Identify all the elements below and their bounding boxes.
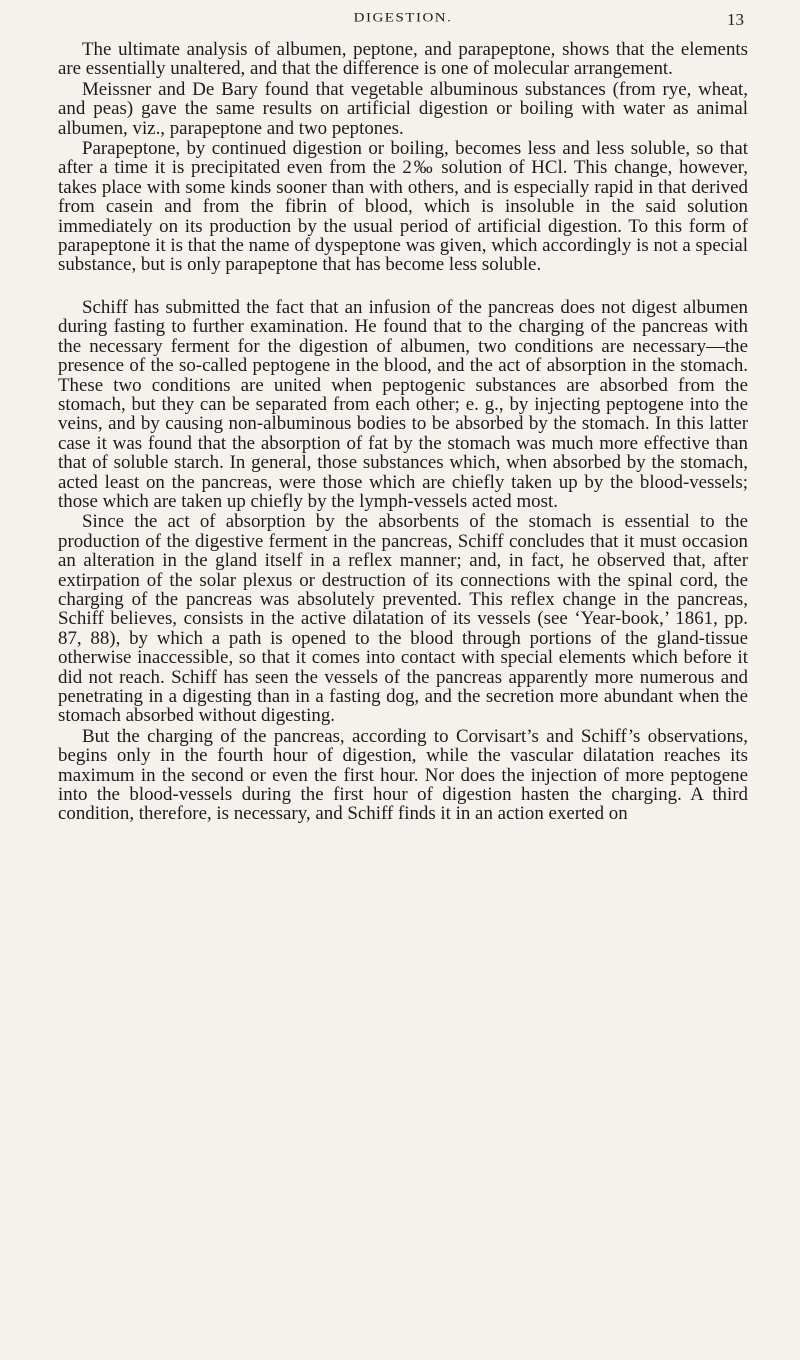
body-text — [58, 40, 748, 824]
page-number: 13 — [727, 10, 744, 29]
paragraph-meissner-de-bary: Meissner and De Bary found that vegetable albuminous substances (from rye, wheat, and peas) gave the same results on artificial digestion or boiling with water as animal albumen, viz., parapeptone and two peptones. — [58, 78, 748, 139]
paragraph-charging-of-pancreas: But the charging of the pancreas, according to Corvisart’s and Schiff’s observations, begins only in the fourth hour of digestion, while the vascular dilatation reaches its maximum in the second or even the first hour. Nor does the injection of more peptogene into the blood-vessels during the first hour of digestion hasten the charging. A third condition, therefore, is necessary, and Schiff finds it in an action exerted on — [58, 725, 748, 825]
paragraph-act-of-absorption: Since the act of absorption by the absorbents of the stomach is essential to the production of the digestive ferment in the pancreas, Schiff concludes that it must occasion an alteration in the gland itself in a reflex manner; and, in fact, he observed that, after extirpation of the solar plexus or destruction of its connections with the spinal cord, the charging of the pancreas was absolutely prevented. This reflex change in the pancreas, Schiff believes, consists in the active dilatation of its vessels (see ‘Year-book,’ 1861, pp. 87, 88), by which a path is opened to the blood through portions of the gland-tissue otherwise inaccessible, so that it comes into contact with special elements which before it did not reach. Schiff has seen the vessels of the pancreas apparently more numerous and penetrating in a digesting than in a fasting dog, and the secretion more abundant when the stomach absorbed without digesting. — [58, 511, 748, 727]
paragraph-parapeptone: Parapeptone, by continued digestion or boiling, becomes less and less soluble, so that after a time it is precipitated even from the 2‰ solution of HCl. This change, however, takes place with some kinds sooner than with others, and is especially rapid in that derived from casein and from the fibrin of blood, which is insoluble in the said solution immediately on its production by the usual period of artificial digestion. To this form of parapeptone it is that the name of dyspeptone was given, which accordingly is not a special substance, but is only parapeptone that has become less soluble. — [58, 138, 748, 276]
paragraph-analysis-of-albumen: The ultimate analysis of albumen, peptone, and parapeptone, shows that the elements are essentially unaltered, and that the difference is one of molecular arrangement. — [58, 39, 748, 80]
paragraph-schiff-pancreas: Schiff has submitted the fact that an infusion of the pancreas does not digest albumen during fasting to further examination. He found that to the charging of the pancreas with the necessary ferment for the digestion of albumen, two conditions are necessary—the presence of the so-called peptogene in the blood, and the act of absorption in the stomach. These two conditions are united when peptogenic substances are absorbed from the stomach, but they can be separated from each other; e. g., by injecting peptogene into the veins, and by causing non-albuminous bodies to be absorbed by the stomach. In this latter case it was found that the absorption of fat by the stomach was much more effective than that of soluble starch. In general, those substances which, when absorbed by the stomach, acted least on the pancreas, were those which are chiefly taken up by the blood-vessels; those which are taken up chiefly by the lymph-vessels acted most. — [58, 296, 748, 512]
running-head — [58, 4, 748, 34]
running-title: DIGESTION. — [353, 11, 453, 25]
